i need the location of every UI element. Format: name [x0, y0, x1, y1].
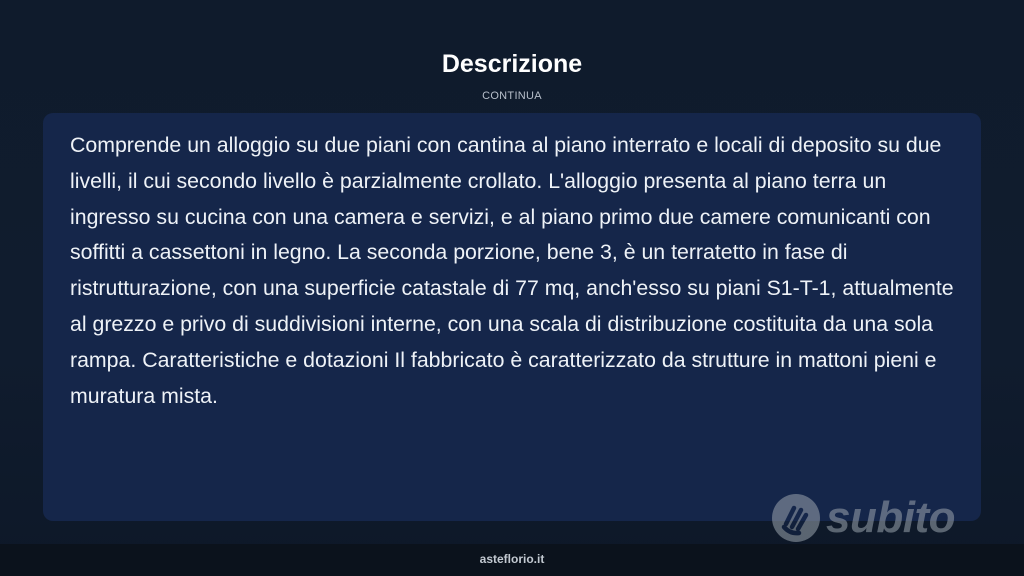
subito-wordmark: subito [826, 493, 955, 542]
page-title: Descrizione [441, 50, 583, 78]
footer-site-label: asteflorio.it [479, 552, 545, 566]
description-panel [43, 113, 981, 521]
subito-hand-glyph [772, 494, 820, 542]
subito-logo-icon [772, 494, 820, 542]
description-text: Comprende un alloggio su due piani con cantina al piano interrato e locali di deposito su due livelli, il cui secondo livello è parzialmente crollato. L'alloggio presenta al piano terra un ingresso su cucina con una camera e servizi, e al piano primo due camere comunicanti con soffitti a cassettoni in legno. La seconda porzione, bene 3, è un terratetto in fase di ristrutturazione, con una superficie catastale di 77 mq, anch'esso su piani S1-T-1, attualmente al grezzo e privo di suddivisioni interne, con una scala di distribuzione costituita da una sola rampa. Caratteristiche e dotazioni Il fabbricato è caratterizzato da strutture in mattoni pieni e muratura mista. [70, 133, 954, 408]
subito-watermark [772, 491, 972, 545]
continue-label: CONTINUA [482, 90, 542, 102]
